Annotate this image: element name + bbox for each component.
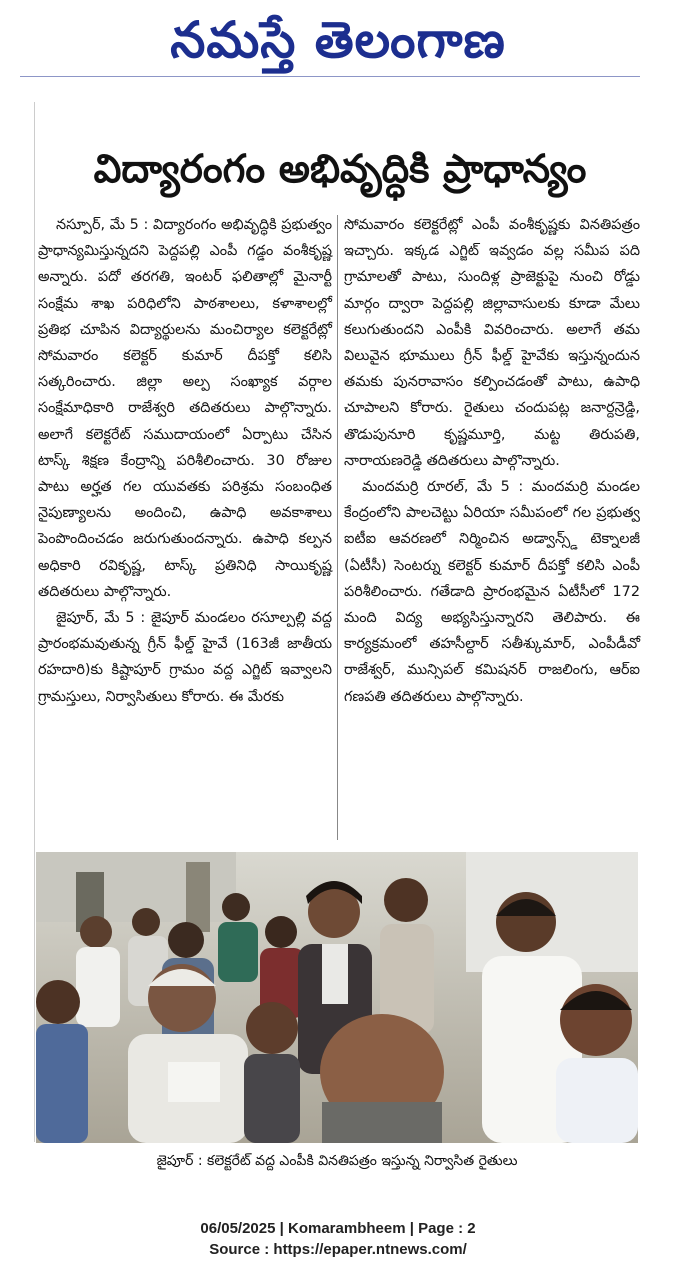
article-paragraph-naspur: నస్పూర్, మే 5 : విద్యారంగం అభివృద్ధికి ప్రభుత్వం ప్రాధాన్యమిస్తున్నదని పెద్దపల్లి ఎంపీ గడ్డం వంశీకృష్ణ అన్నారు. పదో తరగతి, ఇంటర్ ఫలితాల్లో మైనార్టీ సంక్షేమ శాఖ పరిధిలోని పాఠశాలలు, కళాశాలల్లో ప్రతిభ చూపిన విద్యార్థులను మంచిర్యాల కలెక్టరేట్లో సోమవారం కలెక్టర్ కుమార్ దీపక్తో కలిసి సత్కరించారు. జిల్లా అల్ప సంఖ్యాక వర్గాల సంక్షేమాధికారి రాజేశ్వరి తదితరులు పాల్గొన్నారు. అలాగే కలెక్టరేట్ సముదాయంలో ఏర్పాటు చేసిన టాస్క్ శిక్షణ కేంద్రాన్ని పరిశీలించారు. 30 రోజుల పాటు అర్హత గల యువతకు పరిశ్రమ సంబంధిత నైపుణ్యాలను అందించి, ఉపాధి అవకాశాలు పెంపొందించడం జరుగుతుందన్నారు. ఉపాధి కల్పన అధికారి రవికృష్ణ, టాస్క్ ప్రతినిధి సాయికృష్ణ తదితరులు పాల్గొన్నారు. xyxy=(38,217,332,600)
article-column-left xyxy=(38,212,332,710)
column-divider xyxy=(337,215,338,840)
footer-date-edition: 06/05/2025 | Komarambheem | Page : 2 xyxy=(200,1220,476,1237)
masthead-rule xyxy=(20,76,640,77)
news-photo xyxy=(36,852,638,1143)
footer-source: Source : https://epaper.ntnews.com/ xyxy=(209,1241,467,1258)
article-paragraph-mandamarri: మందమర్రి రూరల్, మే 5 : మందమర్రి మండల కేంద్రంలోని పాలచెట్టు ఏరియా సమీపంలో గల ప్రభుత్వ ఐటీఐ ఆవరణలో నిర్మించిన అడ్వాన్స్డ్ టెక్నాలజీ (ఏటీసీ) సెంటర్ను కలెక్టర్ కుమార్ దీపక్తో కలిసి ఎంపీ పరిశీలించారు. గతేడాది ప్రారంభమైన ఏటీసీలో 172 మంది విద్య అభ్యసిస్తున్నారని తెలిపారు. ఈ కార్యక్రమంలో తహసీల్దార్ సతీశ్కుమార్, ఎంపీడీవో రాజేశ్వర్, మున్సిపల్ కమిషనర్ రాజలింగు, ఆర్ఐ గణపతి తదితరులు పాల్గొన్నారు. xyxy=(344,479,640,705)
masthead xyxy=(0,0,676,80)
photo-caption: జైపూర్ : కలెక్టరేట్ వద్ద ఎంపీకి వినతిపత్రం ఇస్తున్న నిర్వాసిత రైతులు xyxy=(156,1153,518,1169)
article-paragraph-jaipur-continued: సోమవారం కలెక్టరేట్లో ఎంపీ వంశీకృష్ణకు వినతిపత్రం ఇచ్చారు. ఇక్కడ ఎగ్జిట్ ఇవ్వడం వల్ల సమీప పది గ్రామాలతో పాటు, సుందిళ్ల ప్రాజెక్టుపై నుంచి రోడ్డు మార్గం ద్వారా పెద్దపల్లి జిల్లావాసులకు కూడా మేలు కలుగుతుందని ఎంపీకి వివరించారు. అలాగే తమ విలువైన భూములు గ్రీన్ ఫీల్డ్ హైవేకు ఇస్తున్నందున తమకు పునరావాసం కల్పించడంతో పాటు, ఉపాధి చూపాలని కోరారు. రైతులు చందుపట్ల జనార్దన్రెడ్డి, తొడుపునూరి కృష్ణమూర్తి, మట్ట తిరుపతి, నారాయణరెడ్డి తదితరులు పాల్గొన్నారు. xyxy=(344,217,640,469)
article-paragraph-jaipur: జైపూర్, మే 5 : జైపూర్ మండలం రసూల్పల్లి వద్ద ప్రారంభమవుతున్న గ్రీన్ ఫీల్డ్ హైవే (163జీ జాతీయ రహదారి)కు కిష్టాపూర్ గ్రామం వద్ద ఎగ్జిట్ ఇవ్వాలని గ్రామస్తులు, నిర్వాసితులు కోరారు. ఈ మేరకు xyxy=(38,610,332,705)
newspaper-logo: నమస్తే తెలంగాణ xyxy=(170,11,506,69)
page-footer xyxy=(0,1218,676,1260)
article-headline: విద్యారంగం అభివృద్ధికి ప్రాధాన్యం xyxy=(93,147,587,192)
article-column-right xyxy=(344,212,640,710)
